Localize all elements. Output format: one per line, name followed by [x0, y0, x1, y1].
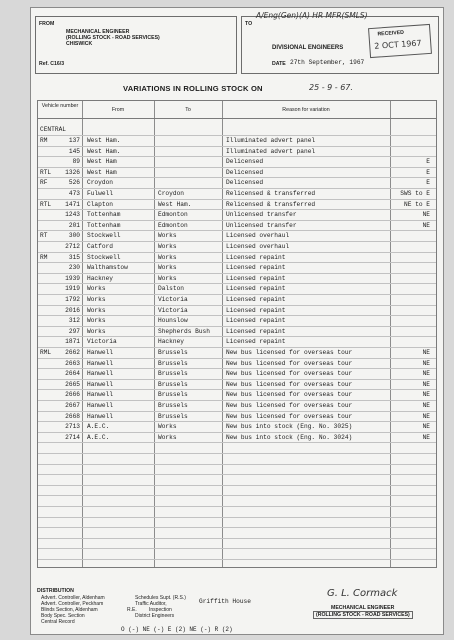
division-note: NE to E — [404, 200, 430, 208]
from-cell: West Ham. — [87, 137, 121, 144]
reason-cell: Unlicensed transfer — [226, 211, 297, 219]
reason-cell: New bus into stock (Eng. No. 3025) — [226, 423, 353, 431]
to-cell: Victoria — [158, 296, 188, 303]
from-cell: Tottenham — [87, 221, 121, 229]
reason-cell: New bus licensed for overseas tour — [226, 349, 353, 356]
from-line-3: CHISWICK — [66, 41, 93, 47]
to-cell: Works — [158, 253, 177, 261]
to-cell: Croydon — [158, 190, 184, 197]
reason-cell: New bus licensed for overseas tour — [226, 370, 353, 378]
vehicle-number: 297 — [68, 327, 80, 335]
title-date: 25 - 9 - 67. — [309, 83, 353, 92]
from-cell: Croydon — [87, 179, 113, 187]
from-line-2: (ROLLING STOCK - ROAD SERVICES) — [66, 35, 160, 41]
distribution-4: Body Spec. Section — [41, 613, 85, 619]
vehicle-number: 300 — [68, 232, 80, 240]
table-row — [38, 231, 436, 242]
table-row — [38, 253, 436, 264]
from-line-1: MECHANICAL ENGINEER — [66, 29, 130, 35]
table-row — [38, 221, 436, 232]
to-cell: Brussels — [158, 380, 188, 388]
table-row — [38, 168, 436, 179]
blank-row — [38, 549, 436, 560]
blank-row — [38, 475, 436, 486]
col-to: To — [185, 107, 191, 113]
reason-cell: Licensed repaint — [226, 264, 286, 272]
reason-cell: Delicensed — [226, 158, 264, 166]
blank-row — [38, 539, 436, 550]
date-label: DATE — [272, 61, 286, 67]
distribution-8: Inspection — [149, 607, 172, 613]
reason-cell: Illuminated advert panel — [226, 147, 316, 155]
from-cell: Hanwell — [87, 380, 113, 388]
to-cell: Edmonton — [158, 221, 188, 229]
col-reason: Reason for variation — [282, 107, 330, 113]
table-row — [38, 200, 436, 211]
signature: G. L. Cormack — [327, 588, 398, 599]
to-label: TO — [245, 21, 253, 27]
vehicle-number: 2668 — [65, 412, 80, 420]
from-label: FROM — [39, 21, 55, 27]
table-row — [38, 189, 436, 200]
vehicle-code: RTL — [40, 200, 52, 208]
vehicle-code: RF — [40, 179, 48, 187]
from-cell: A.E.C. — [87, 423, 110, 431]
table-row — [38, 369, 436, 380]
to-cell: Brussels — [158, 370, 188, 378]
reason-cell: Licensed repaint — [226, 306, 286, 314]
from-cell: West Ham. — [87, 147, 121, 155]
to-cell: Works — [158, 243, 177, 250]
division-note: E — [426, 179, 430, 187]
vehicle-number: 2662 — [65, 349, 80, 356]
reason-cell: Licensed overhaul — [226, 232, 290, 240]
to-cell: Victoria — [158, 306, 188, 314]
blank-row — [38, 496, 436, 507]
from-cell: Works — [87, 327, 106, 335]
table-row — [38, 136, 436, 147]
reason-cell: New bus into stock (Eng. No. 3024) — [226, 433, 353, 441]
vehicle-code: RT — [40, 232, 48, 240]
blank-row — [38, 528, 436, 539]
division-note: NE — [422, 359, 430, 367]
table-row — [38, 348, 436, 359]
division-note: SWS to E — [400, 190, 430, 197]
to-cell: Brussels — [158, 391, 188, 399]
vehicle-number: 1939 — [65, 274, 80, 282]
vehicle-number: 2016 — [65, 306, 80, 314]
vehicle-number: 230 — [68, 264, 80, 272]
vehicle-number: 1243 — [65, 211, 80, 219]
vehicle-number: 2714 — [65, 433, 80, 441]
vehicle-number: 2712 — [65, 243, 80, 250]
table-row — [38, 422, 436, 433]
blank-row — [38, 443, 436, 454]
to-cell: Hounslow — [158, 317, 188, 325]
from-cell: Hanwell — [87, 370, 113, 378]
vehicle-number: 201 — [68, 221, 80, 229]
vehicle-code: RTL — [40, 168, 52, 176]
vehicle-number: 89 — [72, 158, 80, 166]
from-cell: Works — [87, 296, 106, 303]
reason-cell: Relicensed & transferred — [226, 200, 316, 208]
distribution-9: District Engineers — [135, 613, 175, 619]
reason-cell: New bus licensed for overseas tour — [226, 359, 353, 367]
table-row — [38, 401, 436, 412]
division-note: NE — [422, 423, 430, 431]
distribution-7: Traffic Auditor, — [135, 601, 167, 607]
from-cell: Tottenham — [87, 211, 121, 219]
reason-cell: Licensed repaint — [226, 253, 286, 261]
table-row — [38, 380, 436, 391]
sign-role-2: (ROLLING STOCK - ROAD SERVICES) — [313, 611, 413, 619]
distribution-6: Schedules Supt. (R.S.) — [135, 595, 186, 601]
to-cell: West Ham. — [158, 200, 192, 208]
vehicle-code: RM — [40, 137, 48, 144]
vehicle-code: RML — [40, 349, 52, 356]
division-note: NE — [422, 402, 430, 409]
division-note: NE — [422, 380, 430, 388]
from-cell: West Ham — [87, 168, 117, 176]
vehicle-number: 1326 — [65, 168, 80, 176]
col-vehicle: Vehicle number — [41, 103, 79, 109]
to-cell: Shepherds Bush — [158, 327, 210, 335]
division-note: NE — [422, 221, 430, 229]
reason-cell: Unlicensed transfer — [226, 221, 297, 229]
table-row — [38, 306, 436, 317]
reason-cell: Relicensed & transferred — [226, 190, 316, 197]
from-cell: Works — [87, 285, 106, 293]
from-cell: Works — [87, 306, 106, 314]
vehicle-number: 1919 — [65, 285, 80, 293]
table-row — [38, 242, 436, 253]
document-sheet — [30, 7, 444, 635]
distribution-ref: R.E. — [127, 607, 137, 613]
from-cell: Hanwell — [87, 412, 113, 420]
reason-cell: Licensed overhaul — [226, 243, 290, 250]
table-row — [38, 210, 436, 221]
from-cell: Works — [87, 317, 106, 325]
from-cell: Stockwell — [87, 253, 121, 261]
from-cell: Hackney — [87, 274, 113, 282]
reason-cell: Licensed repaint — [226, 338, 286, 346]
reason-cell: New bus licensed for overseas tour — [226, 412, 353, 420]
to-cell: Brussels — [158, 349, 188, 356]
from-cell: Fulwell — [87, 190, 113, 197]
division-note: NE — [422, 412, 430, 420]
from-cell: Victoria — [87, 338, 117, 346]
blank-row — [38, 507, 436, 518]
reason-cell: Licensed repaint — [226, 327, 286, 335]
vehicle-number: 1471 — [65, 200, 80, 208]
document-title: VARIATIONS IN ROLLING STOCK ON — [123, 84, 263, 93]
vehicle-number: 1871 — [65, 338, 80, 346]
table-row — [38, 359, 436, 370]
from-cell: Stockwell — [87, 232, 121, 240]
table-row — [38, 284, 436, 295]
table-row — [38, 295, 436, 306]
division-note: NE — [422, 391, 430, 399]
division-note: NE — [422, 370, 430, 378]
column-header-row — [38, 101, 436, 119]
reason-cell: Licensed repaint — [226, 317, 286, 325]
table-row — [38, 274, 436, 285]
reason-cell: Licensed repaint — [226, 296, 286, 303]
table-row — [38, 390, 436, 401]
reason-cell: New bus licensed for overseas tour — [226, 391, 353, 399]
variations-table — [37, 100, 437, 568]
distribution-2: Advert. Controller, Peckham — [41, 601, 104, 607]
to-recipients: DIVISIONAL ENGINEERS — [272, 45, 344, 51]
vehicle-number: 2713 — [65, 423, 80, 431]
table-row — [38, 327, 436, 338]
to-cell: Works — [158, 433, 177, 441]
to-cell: Works — [158, 423, 177, 431]
reason-cell: Delicensed — [226, 179, 264, 187]
table-row — [38, 157, 436, 168]
vehicle-code: RM — [40, 253, 48, 261]
vehicle-number: 137 — [68, 137, 80, 144]
reason-cell: Delicensed — [226, 168, 264, 176]
distribution-1: Advert. Controller, Aldenham — [41, 595, 105, 601]
from-cell: A.E.C. — [87, 433, 110, 441]
blank-row — [38, 486, 436, 497]
vehicle-number: 145 — [68, 147, 80, 155]
distribution-3: Blinds Section, Aldenham — [41, 607, 98, 613]
to-cell: Hackney — [158, 338, 184, 346]
griffith-house: Griffith House — [199, 598, 251, 605]
blank-row — [38, 518, 436, 529]
table-row — [38, 147, 436, 158]
reason-cell: Illuminated advert panel — [226, 137, 316, 144]
vehicle-number: 473 — [68, 190, 80, 197]
to-cell: Dalston — [158, 285, 184, 293]
blank-row — [38, 454, 436, 465]
vehicle-number: 312 — [68, 317, 80, 325]
vehicle-number: 2663 — [65, 359, 80, 367]
from-cell: West Ham — [87, 158, 117, 166]
sign-role-1: MECHANICAL ENGINEER — [331, 605, 395, 611]
vehicle-number: 526 — [68, 179, 80, 187]
handwritten-recipients: A/Eng(Gen)(A) HR MFR(SMLS) — [256, 11, 368, 20]
to-cell: Works — [158, 274, 177, 282]
reference: Ref. C16/3 — [39, 61, 65, 67]
to-cell: Brussels — [158, 412, 188, 420]
blank-row — [38, 465, 436, 476]
to-cell: Edmonton — [158, 211, 188, 219]
col-from: From — [111, 107, 125, 113]
division-note: NE — [422, 211, 430, 219]
from-cell: Hanwell — [87, 359, 113, 367]
date-value: 27th September, 1967 — [290, 59, 365, 66]
code-line: O (-) NE (-) E (2) NE (-) R (2) — [121, 626, 233, 633]
vehicle-number: 2667 — [65, 402, 80, 409]
stamp-date: 2 OCT 1967 — [373, 38, 422, 51]
from-box — [35, 16, 237, 74]
vehicle-number: 2664 — [65, 370, 80, 378]
vehicle-number: 1792 — [65, 296, 80, 303]
table-row — [38, 316, 436, 327]
table-row — [38, 433, 436, 444]
from-cell: Hanwell — [87, 402, 113, 409]
reason-cell: Licensed repaint — [226, 274, 286, 282]
table-row — [38, 178, 436, 189]
division-note: NE — [422, 349, 430, 356]
reason-cell: New bus licensed for overseas tour — [226, 402, 353, 409]
to-cell: Works — [158, 264, 177, 272]
table-row — [38, 263, 436, 274]
division-note: NE — [422, 433, 430, 441]
from-cell: Hanwell — [87, 391, 113, 399]
section-label: CENTRAL — [40, 126, 66, 133]
section-row — [38, 125, 436, 136]
to-cell: Brussels — [158, 359, 188, 367]
table-row — [38, 412, 436, 423]
vehicle-number: 2666 — [65, 391, 80, 399]
reason-cell: Licensed repaint — [226, 285, 286, 293]
vehicle-number: 315 — [68, 253, 80, 261]
distribution-label: DISTRIBUTION — [37, 588, 74, 594]
table-row — [38, 337, 436, 348]
from-cell: Walthamstow — [87, 264, 128, 272]
from-cell: Catford — [87, 243, 113, 250]
stamp-top-text: RECEIVED — [377, 29, 405, 38]
to-cell: Brussels — [158, 402, 188, 409]
to-cell: Works — [158, 232, 177, 240]
division-note: E — [426, 168, 430, 176]
from-cell: Hanwell — [87, 349, 113, 356]
division-note: E — [426, 158, 430, 166]
received-stamp — [368, 24, 432, 58]
reason-cell: New bus licensed for overseas tour — [226, 380, 353, 388]
from-cell: Clapton — [87, 200, 113, 208]
distribution-5: Central Record — [41, 619, 75, 625]
vehicle-number: 2665 — [65, 380, 80, 388]
